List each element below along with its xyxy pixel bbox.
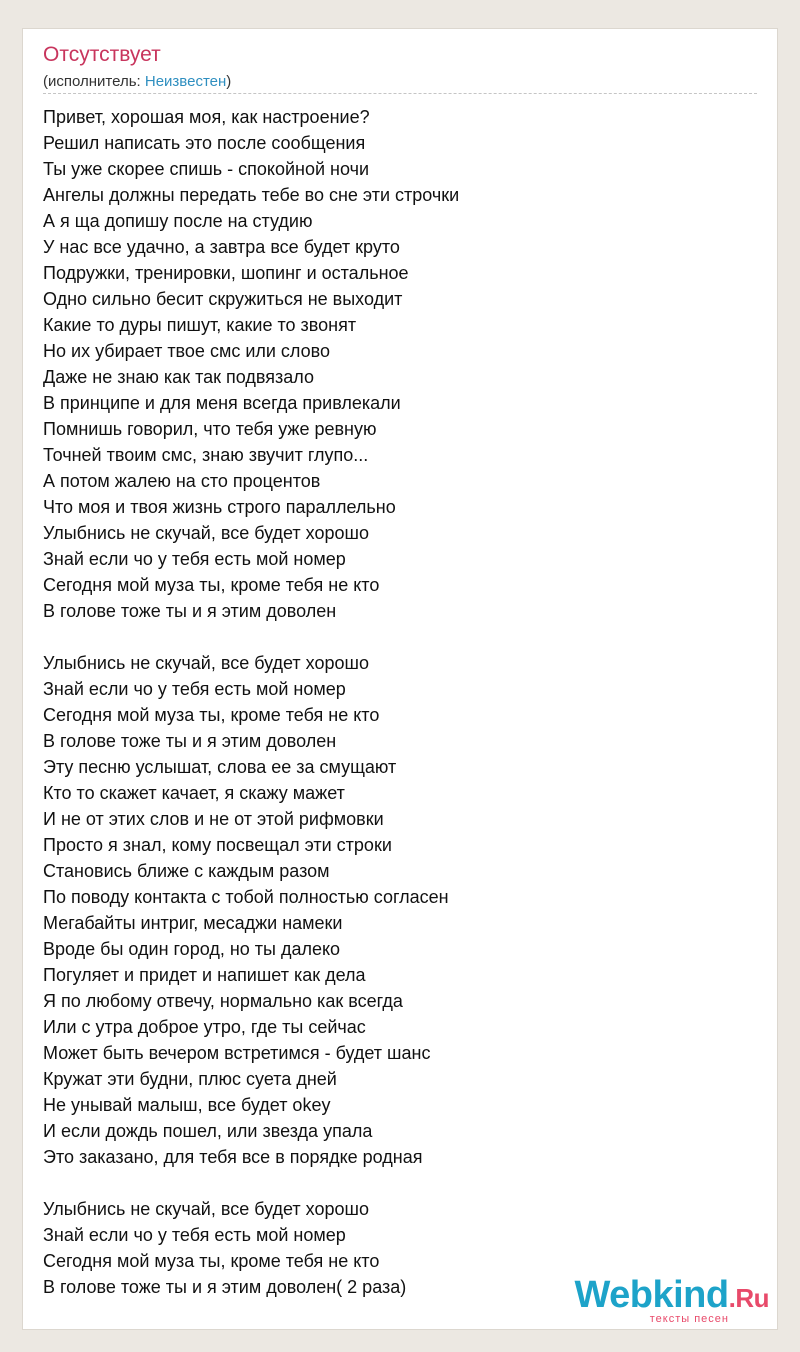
logo-tld: .Ru <box>728 1283 769 1313</box>
logo-word: Webkind <box>574 1274 729 1316</box>
song-title: Отсутствует <box>43 43 161 66</box>
site-logo[interactable] <box>574 1276 769 1325</box>
artist-line <box>43 73 231 90</box>
logo-wordmark <box>574 1276 769 1317</box>
lyrics-card <box>22 28 778 1330</box>
artist-prefix: (исполнитель: <box>43 73 145 90</box>
artist-suffix: ) <box>226 73 232 90</box>
title-divider <box>43 93 757 94</box>
lyrics-text: Привет, хорошая моя, как настроение? Решил написать это после сообщения Ты уже скорее спишь - спокойной ночи Ангелы должны передать тебе во сне эти строчки А я ща допишу после на студию У нас все удачно, а завтра все будет круто Подружки, тренировки, шопинг и остальное Одно сильно бесит скружиться не выходит Какие то дуры пишут, какие то звонят Но их убирает твое смс или слово Даже не знаю как так подвязало В принципе и для меня всегда привлекали Помнишь говорил, что тебя уже ревную Точней твоим смс, знаю звучит глупо... А потом жалею на сто процентов Что моя и твоя жизнь строго параллельно Улыбнись не скучай, все будет хорошо Знай если чо у тебя есть мой номер Сегодня мой муза ты, кроме тебя не кто В голове тоже ты и я этим доволен Улыбнись не скучай, все будет хорошо Знай если чо у тебя есть мой номер Сегодня мой муза ты, кроме тебя не кто В голове тоже ты и я этим доволен Эту песню услышат, слова ее за смущают Кто то скажет качает, я скажу мажет И не от этих слов и не от этой рифмовки Просто я знал, кому посвещал эти строки Становись ближе с каждым разом По поводу контакта с тобой полностью согласен Мегабайты интриг, месаджи намеки Вроде бы один город, но ты далеко Погуляет и придет и напишет как дела Я по любому отвечу, нормально как всегда Или с утра доброе утро, где ты сейчас Может быть вечером встретимся - будет шанс Кружат эти будни, плюс суета дней Не унывай малыш, все будет okey И если дождь пошел, или звезда упала Это заказано, для тебя все в порядке родная Улыбнись не скучай, все будет хорошо Знай если чо у тебя есть мой номер Сегодня мой муза ты, кроме тебя не кто В голове тоже ты и я этим доволен( 2 раза) <box>43 107 460 1297</box>
artist-link[interactable]: Неизвестен <box>144 73 227 90</box>
logo-tagline: тексты песен <box>649 1313 729 1325</box>
